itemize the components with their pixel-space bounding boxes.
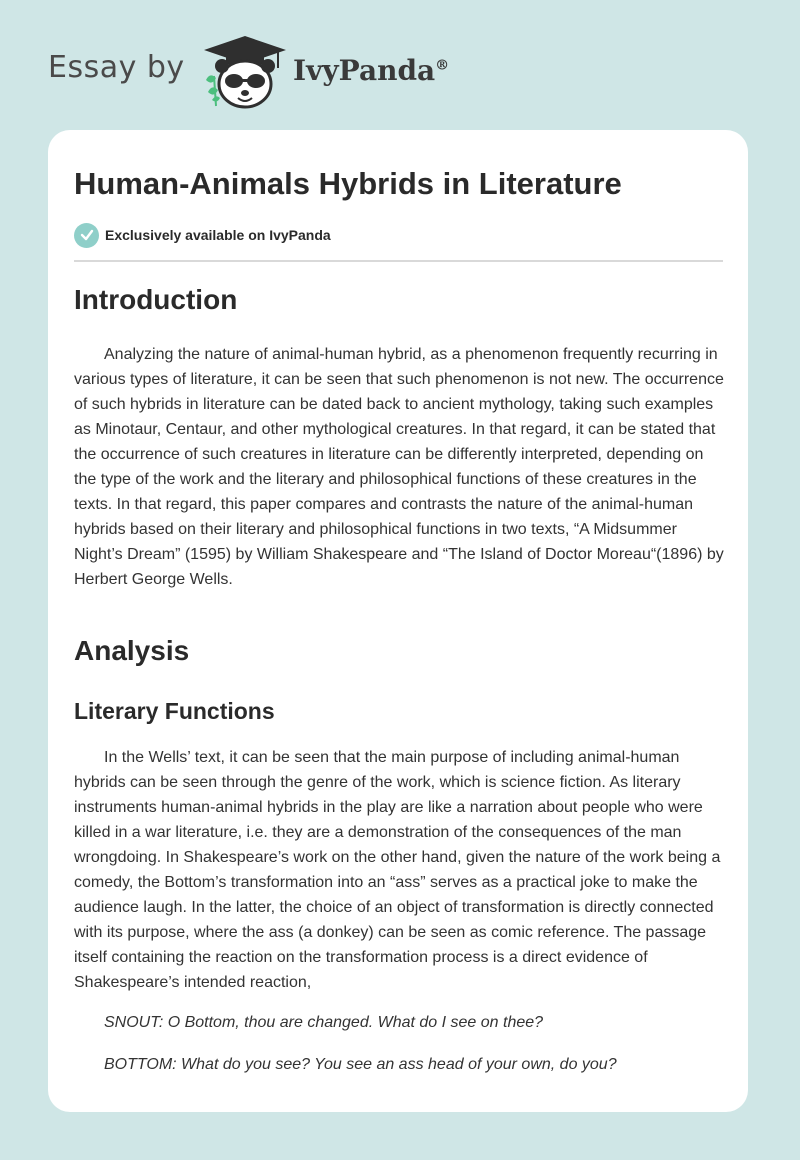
- essay-by-label: Essay by: [48, 50, 185, 85]
- introduction-paragraph: Analyzing the nature of animal-human hybrid, as a phenomenon frequently recurring in various types of literature, it can be seen that such phenomenon is not new. The occurrence of such hybrids in literature can be dated back to ancient mythology, taking such examples as Minotaur, Centaur, and other mythological creatures. In that regard, it can be stated that the occurrence of such creatures in literature can be differently interpreted, depending on the type of the work and the literary and philosophical functions of these creatures in the texts. In that regard, this paper compares and contrasts the nature of the animal-human hybrids based on their literary and philosophical functions in two texts, “A Midsummer Night’s Dream” (1595) by William Shakespeare and “The Island of Doctor Moreau“(1896) by Herbert George Wells.: [74, 346, 724, 588]
- introduction-heading: Introduction: [74, 284, 238, 315]
- literary-functions-heading: Literary Functions: [74, 698, 275, 724]
- analysis-heading: Analysis: [74, 635, 190, 666]
- exclusive-badge: [74, 222, 331, 248]
- literary-functions-paragraph: In the Wells’ text, it can be seen that the main purpose of including animal-human hybrids can be seen through the genre of the work, which is science fiction. As literary instruments human-animal hybrids in the play are like a narration about people who were killed in a war literature, i.e. they are a demonstration of the consequences of the man wrongdoing. In Shakespeare’s work on the other hand, given the nature of the work being a comedy, the Bottom’s transformation into an “ass” serves as a practical joke to make the audience laugh. In the latter, the choice of an object of transformation is directly connected with its purpose, where the ass (a donkey) can be seen as comic reference. The passage itself containing the reaction on the transformation process is a direct evidence of Shakespeare’s intended reaction,: [74, 749, 721, 991]
- divider: [74, 260, 723, 262]
- site-header: [0, 0, 800, 120]
- essay-card: [48, 130, 748, 1112]
- quote-snout: SNOUT: O Bottom, thou are changed. What do I see on thee?: [104, 1014, 544, 1031]
- quote-bottom: BOTTOM: What do you see? You see an ass head of your own, do you?: [104, 1056, 617, 1073]
- brand-name[interactable]: IvyPanda®: [293, 54, 450, 87]
- panda-logo-icon[interactable]: [200, 34, 290, 110]
- registered-mark: ®: [435, 57, 450, 74]
- exclusive-label: Exclusively available on IvyPanda: [105, 227, 331, 243]
- check-icon: [74, 223, 99, 248]
- page-title: Human-Animals Hybrids in Literature: [74, 166, 622, 201]
